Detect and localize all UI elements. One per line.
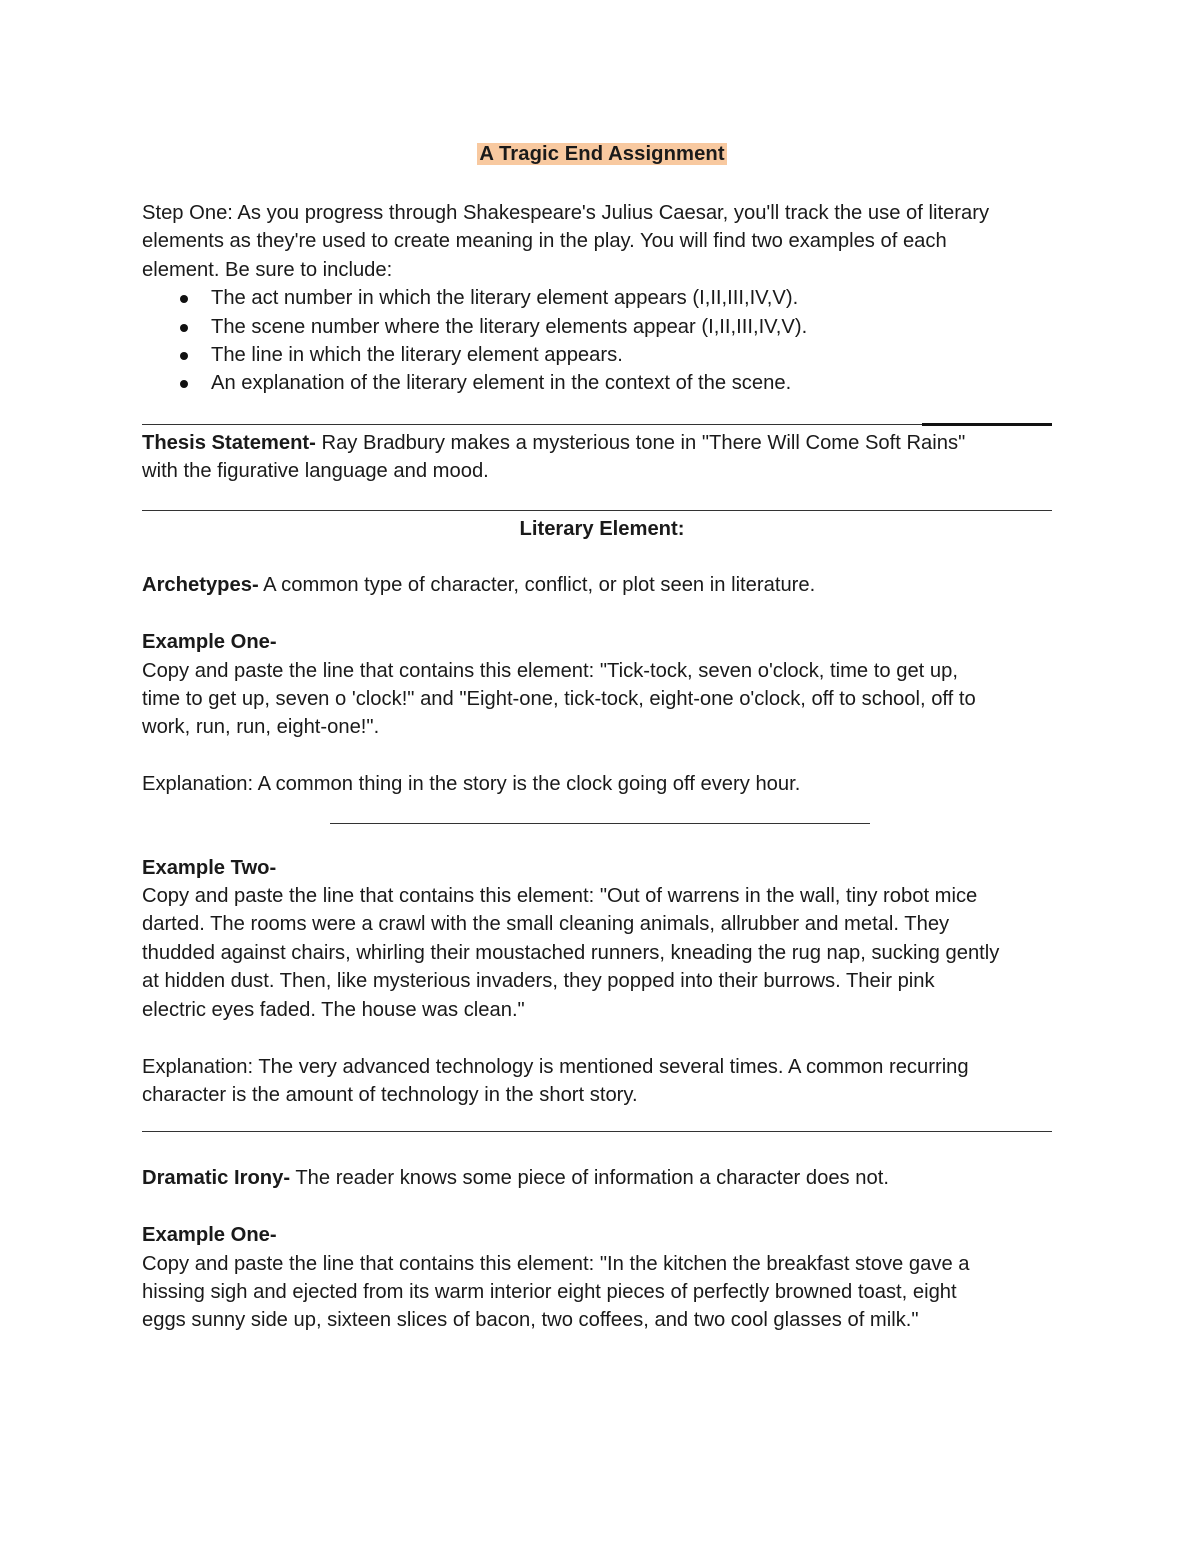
- archetypes-text: A common type of character, conflict, or plot seen in literature.: [258, 574, 816, 597]
- spacer: [142, 398, 1062, 424]
- example-line: Copy and paste the line that contains this element: "In the kitchen the breakfast stove gave a: [142, 1252, 970, 1275]
- list-item: [142, 369, 1062, 397]
- explanation-line: character is the amount of technology in the short story.: [142, 1083, 638, 1106]
- example-line: thudded against chairs, whirling their moustached runners, kneading the rug nap, sucking gently: [142, 941, 1000, 964]
- list-item: [142, 341, 1062, 369]
- spacer: [142, 543, 1062, 571]
- divider: [142, 424, 1052, 425]
- archetypes-definition: [142, 571, 1062, 599]
- example-line: work, run, run, eight-one!".: [142, 716, 380, 739]
- document-page: [142, 140, 1062, 1335]
- bullet-icon: [180, 295, 188, 303]
- step-one-line: Step One: As you progress through Shakespeare's Julius Caesar, you'll track the use of literary: [142, 202, 990, 224]
- divider: [142, 510, 1052, 511]
- archetypes-label: Archetypes-: [142, 574, 259, 597]
- dramatic-irony-text: The reader knows some piece of information a character does not.: [290, 1167, 889, 1190]
- example-two-heading: Example Two-: [142, 856, 277, 879]
- title-row: [142, 140, 1062, 168]
- example-line: hissing sigh and ejected from its warm interior eight pieces of perfectly browned toast, eight: [142, 1280, 957, 1303]
- document-title: A Tragic End Assignment: [479, 143, 725, 165]
- bullet-icon: [180, 380, 188, 388]
- example-line: at hidden dust. Then, like mysterious invaders, they popped into their burrows. Their pink: [142, 970, 935, 993]
- step-one-line: elements as they're used to create meaning in the play. You will find two examples of each: [142, 230, 947, 253]
- explanation-line: Explanation: A common thing in the story is the clock going off every hour.: [142, 773, 801, 796]
- spacer: [142, 742, 1062, 770]
- spacer: [142, 799, 1062, 823]
- example-one-heading: Example One-: [142, 1224, 277, 1247]
- spacer: [142, 1132, 1062, 1164]
- dramatic-irony-definition: [142, 1164, 1062, 1192]
- spacer: [142, 1024, 1062, 1052]
- thesis-text: Ray Bradbury makes a mysterious tone in "There Will Come Soft Rains": [315, 431, 966, 454]
- thesis-line: [142, 429, 1062, 457]
- thesis-line-2: with the figurative language and mood.: [142, 460, 489, 483]
- example-line: darted. The rooms were a crawl with the small cleaning animals, allrubber and metal. They: [142, 913, 950, 936]
- requirements-list: [142, 284, 1062, 398]
- example-one-heading: Example One-: [142, 631, 277, 654]
- thesis-label: Thesis Statement-: [142, 431, 316, 454]
- spacer: [142, 486, 1062, 510]
- example-line: electric eyes faded. The house was clean.": [142, 998, 525, 1021]
- dramatic-irony-label: Dramatic Irony-: [142, 1167, 291, 1190]
- bullet-icon: [180, 352, 188, 360]
- list-item: [142, 313, 1062, 341]
- spacer: [142, 168, 1062, 199]
- spacer: [142, 1193, 1062, 1221]
- example-line: Copy and paste the line that contains this element: "Tick-tock, seven o'clock, time to get up,: [142, 659, 958, 682]
- list-item-text: The line in which the literary element appears.: [211, 344, 623, 367]
- list-item: [142, 284, 1062, 312]
- literary-element-heading: Literary Element:: [519, 517, 685, 540]
- example-line: Copy and paste the line that contains this element: "Out of warrens in the wall, tiny robot mice: [142, 885, 978, 908]
- list-item-text: The act number in which the literary element appears (I,II,III,IV,V).: [211, 287, 799, 310]
- step-one-line: element. Be sure to include:: [142, 258, 393, 281]
- example-line: eggs sunny side up, sixteen slices of bacon, two coffees, and two cool glasses of milk.": [142, 1309, 919, 1332]
- spacer: [142, 824, 1062, 854]
- example-line: time to get up, seven o 'clock!" and "Eight-one, tick-tock, eight-one o'clock, off to school, off to: [142, 688, 976, 711]
- spacer: [142, 1109, 1062, 1131]
- explanation-line: Explanation: The very advanced technology is mentioned several times. A common recurring: [142, 1055, 969, 1078]
- list-item-text: The scene number where the literary elements appear (I,II,III,IV,V).: [211, 315, 808, 338]
- list-item-text: An explanation of the literary element in the context of the scene.: [211, 372, 792, 395]
- bullet-icon: [180, 324, 188, 332]
- spacer: [142, 600, 1062, 628]
